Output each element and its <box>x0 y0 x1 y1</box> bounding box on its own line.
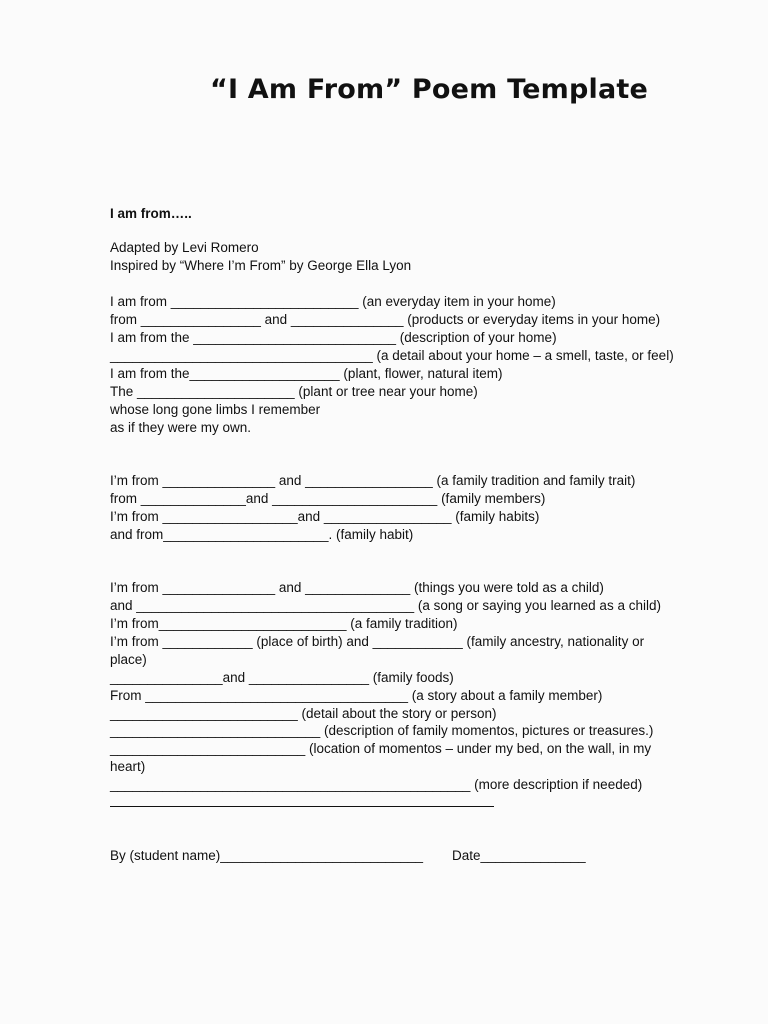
stanza1-line: whose long gone limbs I remember <box>110 402 321 417</box>
credit-inspired: Inspired by “Where I’m From” by George Ella Lyon <box>110 258 412 273</box>
stanza1-line: I am from _________________________ (an everyday item in your home) <box>110 294 556 309</box>
stanza3-line: ____________________________ (description of family momentos, pictures or treasures.) <box>110 723 654 738</box>
intro-heading: I am from….. <box>110 206 192 221</box>
stanza3-line: and _____________________________________ (a song or saying you learned as a child) <box>110 598 661 613</box>
stanza1-line: I am from the ___________________________ (description of your home) <box>110 330 557 345</box>
stanza1-line: ___________________________________ (a detail about your home – a smell, taste, or feel) <box>110 348 674 363</box>
stanza2-line: and from______________________. (family habit) <box>110 527 414 542</box>
student-name-field: By (student name)___________________________ <box>110 848 424 863</box>
blank-answer-line <box>110 806 494 807</box>
stanza3-line: I’m from_________________________ (a family tradition) <box>110 616 458 631</box>
stanza3-line: _________________________ (detail about the story or person) <box>110 706 497 721</box>
stanza3-line: _______________and ________________ (family foods) <box>110 670 454 685</box>
credit-adapted: Adapted by Levi Romero <box>110 240 259 255</box>
stanza1-line: as if they were my own. <box>110 420 252 435</box>
stanza3-line: place) <box>110 652 147 667</box>
stanza2-line: from ______________and ______________________ (family members) <box>110 491 546 506</box>
stanza3-line: __________________________ (location of momentos – under my bed, on the wall, in my <box>110 741 652 756</box>
date-field: Date______________ <box>452 848 586 863</box>
stanza2-line: I’m from _______________ and _________________ (a family tradition and family trait) <box>110 473 636 488</box>
stanza3-line: heart) <box>110 759 146 774</box>
stanza1-line: from ________________ and _______________ (products or everyday items in your home) <box>110 312 661 327</box>
stanza3-line: I’m from ____________ (place of birth) and ____________ (family ancestry, nationality or <box>110 634 645 649</box>
stanza1-line: The _____________________ (plant or tree near your home) <box>110 384 478 399</box>
stanza3-line: ________________________________________________ (more description if needed) <box>110 777 643 792</box>
page-title: “I Am From” Poem Template <box>210 74 648 105</box>
stanza3-line: From ___________________________________ (a story about a family member) <box>110 688 603 703</box>
stanza2-line: I’m from __________________and _________________ (family habits) <box>110 509 540 524</box>
stanza3-line: I’m from _______________ and ______________ (things you were told as a child) <box>110 580 604 595</box>
stanza1-line: I am from the____________________ (plant, flower, natural item) <box>110 366 503 381</box>
